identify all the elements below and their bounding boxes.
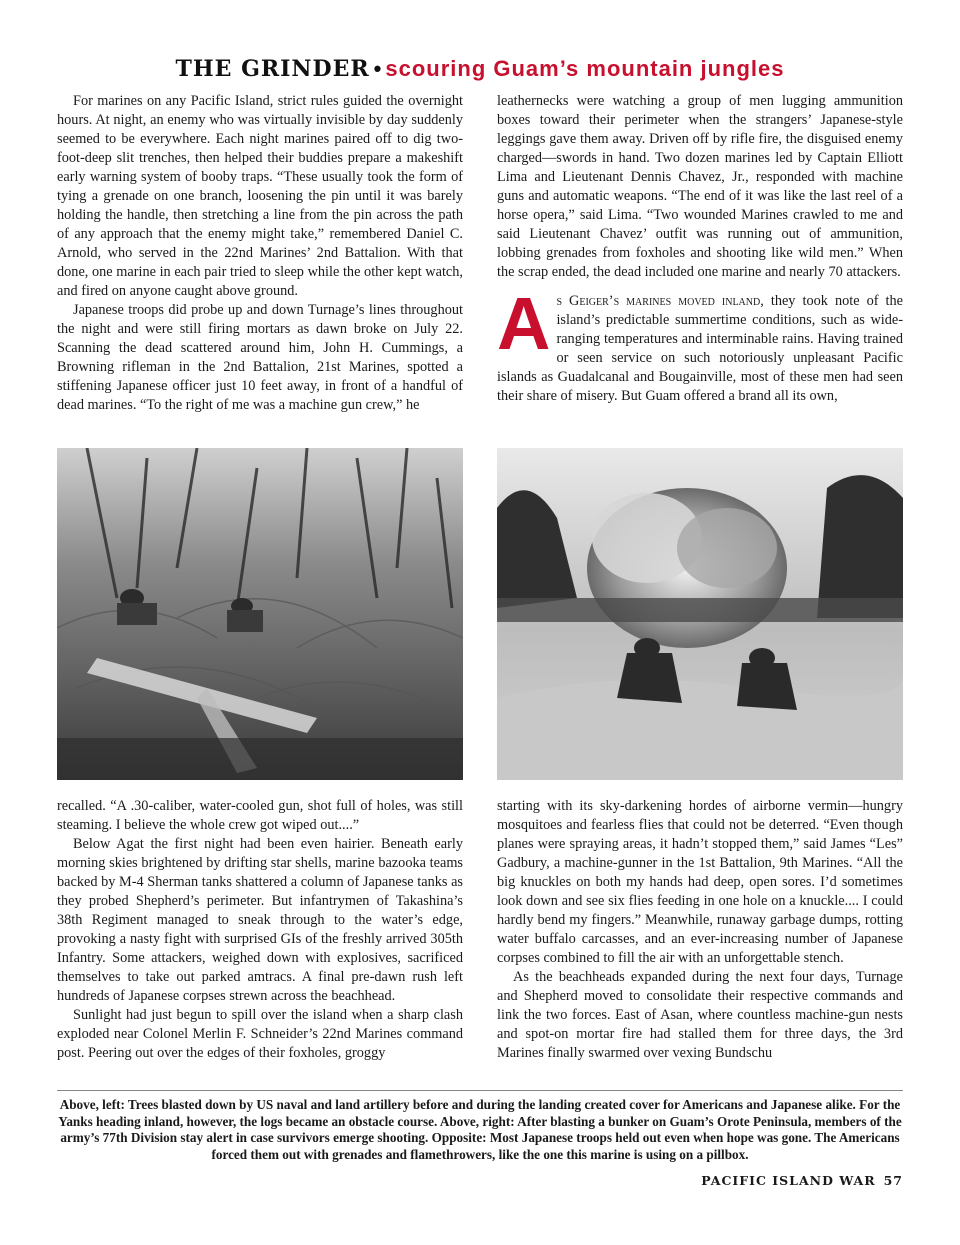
column-right-bottom — [497, 797, 903, 1063]
section-title: THE GRINDER — [175, 56, 370, 82]
section-opening-paragraph — [497, 282, 903, 406]
caption-divider — [57, 1090, 903, 1091]
paragraph: Japanese troops did probe up and down Turnage’s lines throughout the night and were still firing mortars as dawn broke on July 22. Scanning the dead scattered around him, John H. Cummings, a Browning rifleman in the 2nd Battalion, 21st Marines, spotted a stiffening Japanese officer just 10 feet away, in front of a handful of dead marines. “To the right of me was a machine gun crew,” he — [57, 302, 463, 413]
paragraph: For marines on any Pacific Island, strict rules guided the overnight hours. At night, an enemy who was virtually invisible by day suddenly seemed to be everywhere. Each night marines paired off to dig two-foot-deep slit trenches, then helped their buddies prepare a makeshift early warning system of booby traps. “These usually took the form of tying a grenade on one branch, loosening the pin until it was barely holding the handle, then stretching a line from the pin across the path of any approach that the enemy might take,” remembered Daniel C. Arnold, who served in the 22nd Marines’ 2nd Battalion. With that done, one marine in each pair tried to sleep while the other kept watch, and fired on anyone caught above ground. — [57, 93, 463, 299]
lead-in-smallcaps: s Geiger’s marines moved inland — [556, 293, 761, 309]
paragraph: Below Agat the first night had been even hairier. Beneath early morning skies brightened by drifting star shells, marine bazooka teams backed by M-4 Sherman tanks shattered a column of Japanese tanks as they probed Shepherd’s perimeter. But infantrymen of Takashina’s 38th Regiment managed to sneak through to the water’s edge, provoking a nasty fight with surprised GIs of the freshly arrived 305th Infantry. Some attackers, weighed down with explosives, sacrificed themselves to take out parked amtracs. A final pre-dawn rush left hundreds of Japanese corpses strewn across the beachhead. — [57, 836, 463, 1004]
paragraph: Sunlight had just begun to spill over the island when a sharp clash exploded near Colonel Merlin F. Schneider’s 22nd Marines command post. Peering out over the edges of their foxholes, groggy — [57, 1007, 463, 1061]
photo-caption: Above, left: Trees blasted down by US naval and land artillery before and during the landing created cover for Americans and Japanese alike. For the Yanks heading inland, however, the logs became an obstacle course. Above, right: After blasting a bunker on Guam’s Orote Peninsula, members of the army’s 77th Division stay alert in case survivors emerge shooting. Opposite: Most Japanese troops held out even when hope was gone. The Americans forced them out with grenades and flamethrowers, like the one this marine is using on a pillbox. — [58, 1097, 902, 1162]
publication-title: PACIFIC ISLAND WAR — [701, 1173, 876, 1188]
paragraph: leathernecks were watching a group of men lugging ammunition boxes toward their perimeter when the strangers’ Japanese-style leggings gave them away. Driven off by rifle fire, the disguised enemy charged—swords in hand. Two dozen marines led by Captain Elliott Lima and Lieutenant Dennis Chavez, Jr., responded with machine guns and automatic weapons. “The end of it was like the last reel of a horse opera,” said Lima. “Two wounded Marines crawled to me and said Lieutenant Chavez’ outfit was running out of ammunition, lobbing grenades from foxholes and shooting like wild men.” When the scrap ended, the dead included one marine and nearly 70 attackers. — [497, 93, 903, 280]
paragraph: recalled. “A .30-caliber, water-cooled gun, shot full of holes, was still steaming. I believe the whole crew got wiped out....” — [57, 798, 463, 833]
page-header — [0, 56, 960, 82]
page-number: 57 — [883, 1173, 903, 1188]
section-subtitle: scouring Guam’s mountain jungles — [385, 56, 785, 81]
paragraph: starting with its sky-darkening hordes of airborne vermin—hungry mosquitoes and fearless flies that could not be deterred. “Even though planes were spraying areas, it hadn’t stopped them,” said James “Les” Gadbury, a machine-gunner in the 1st Battalion, 9th Marines. “All the big knuckles on both my hands had deep, open sores. I’d sometimes look down and see six flies feeding in one hole on a knuckle.... I could hardly bend my fingers.” Meanwhile, runaway garbage dumps, rotting water buffalo carcasses, and an ever-increasing number of Japanese corpses combined to fill the air with an unforgettable stench. — [497, 798, 903, 966]
photo-bunker-blast-image — [497, 448, 903, 780]
paragraph: As the beachheads expanded during the next four days, Turnage and Shepherd moved to consolidate their respective commands and link the two forces. East of Asan, where countless machine-gun nests and spot-on mortar fire had stalled them for three days, the 3rd Marines finally swarmed over vexing Bundschu — [497, 969, 903, 1061]
column-right-top — [497, 92, 903, 406]
photo-blasted-trees — [57, 448, 463, 780]
photo-bunker-blast — [497, 448, 903, 780]
column-left-bottom — [57, 797, 463, 1063]
paragraph-text: , they took note of the island’s predictable summertime conditions, such as wide-ranging temperatures and interminable rains. Having trained or seen service on such notoriously unpleasant Pacific islands as Guadalcanal and Bougainville, most of these men had seen their share of misery. But Guam offered a brand all its own, — [497, 293, 903, 404]
photo-blasted-trees-image — [57, 448, 463, 780]
drop-cap: A — [497, 282, 551, 365]
page-footer — [701, 1173, 903, 1188]
column-left-top — [57, 92, 463, 415]
title-separator: • — [373, 56, 382, 81]
